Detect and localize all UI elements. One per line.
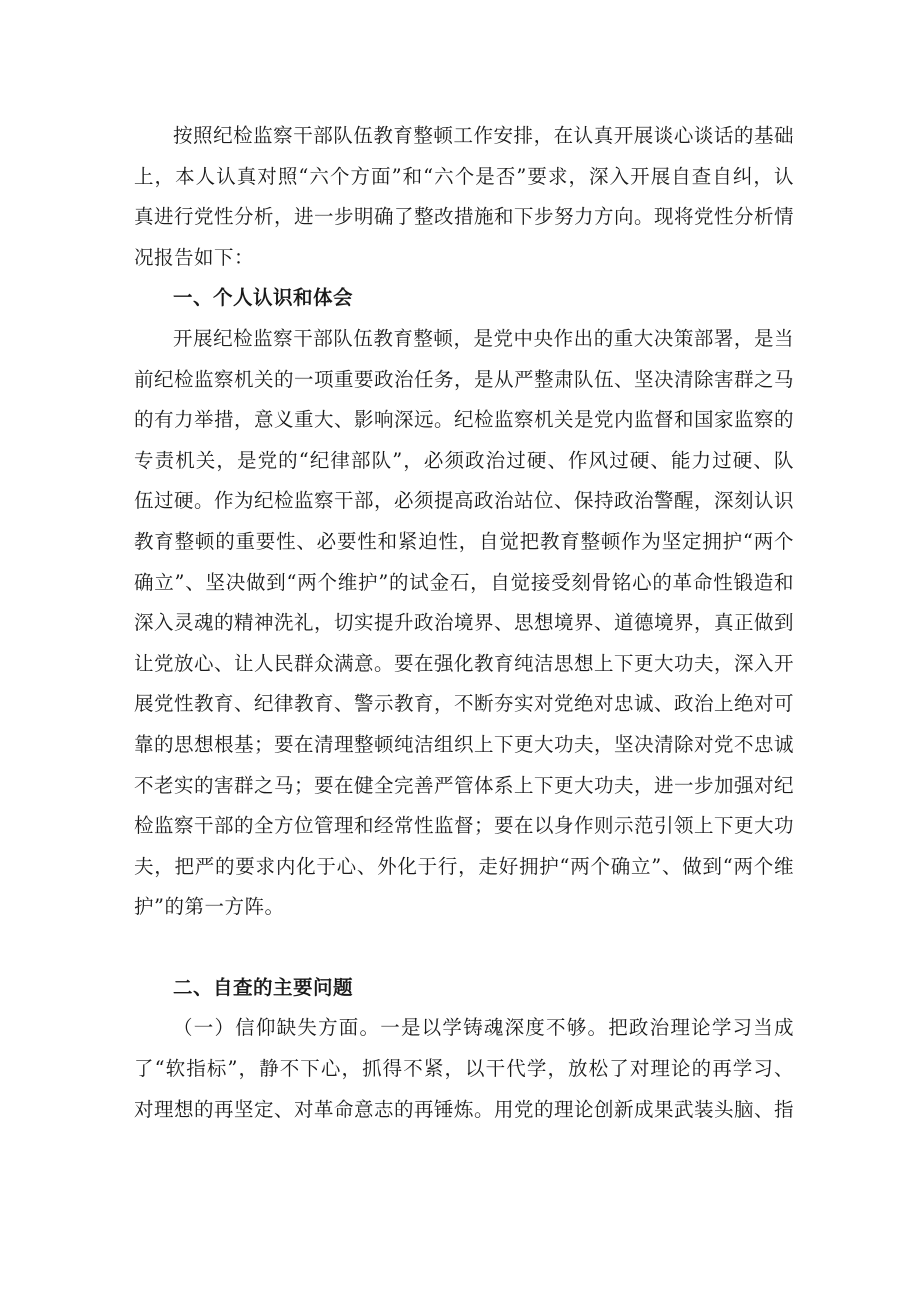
section-spacer	[134, 928, 794, 968]
section-2-heading: 二、自查的主要问题	[173, 975, 354, 999]
document-body	[134, 116, 794, 1130]
section-1-paragraph: 开展纪检监察干部队伍教育整顿，是党中央作出的重大决策部署，是当前纪检监察机关的一项重要政治任务，是从严整肃队伍、坚决清除害群之马的有力举措，意义重大、影响深远。纪检监察机关是党内监督和国家监察的专责机关，是党的“纪律部队”，必须政治过硬、作风过硬、能力过硬、队伍过硬。作为纪检监察干部，必须提高政治站位、保持政治警醒，深刻认识教育整顿的重要性、必要性和紧迫性，自觉把教育整顿作为坚定拥护“两个确立”、坚决做到“两个维护”的试金石，自觉接受刻骨铭心的革命性锻造和深入灵魂的精神洗礼，切实提升政治境界、思想境界、道德境界，真正做到让党放心、让人民群众满意。要在强化教育纯洁思想上下更大功夫，深入开展党性教育、纪律教育、警示教育，不断夯实对党绝对忠诚、政治上绝对可靠的思想根基；要在清理整顿纯洁组织上下更大功夫，坚决清除对党不忠诚不老实的害群之马；要在健全完善严管体系上下更大功夫，进一步加强对纪检监察干部的全方位管理和经常性监督；要在以身作则示范引领上下更大功夫，把严的要求内化于心、外化于行，走好拥护“两个确立”、做到“两个维护”的第一方阵。	[134, 326, 795, 919]
section-2-paragraph: （一）信仰缺失方面。一是以学铸魂深度不够。把政治理论学习当成了“软指标”，静不下心，抓得不紧，以干代学，放松了对理论的再学习、对理想的再坚定、对革命意志的再锤炼。用党的理论创新成果武装头脑、指	[134, 1016, 795, 1121]
section-1-heading: 一、个人认识和体会	[173, 286, 354, 310]
intro-paragraph: 按照纪检监察干部队伍教育整顿工作安排，在认真开展谈心谈话的基础上，本人认真对照“六个方面”和“六个是否”要求，深入开展自查自纠，认真进行党性分析，进一步明确了整改措施和下步努力方向。现将党性分析情况报告如下：	[134, 124, 795, 269]
